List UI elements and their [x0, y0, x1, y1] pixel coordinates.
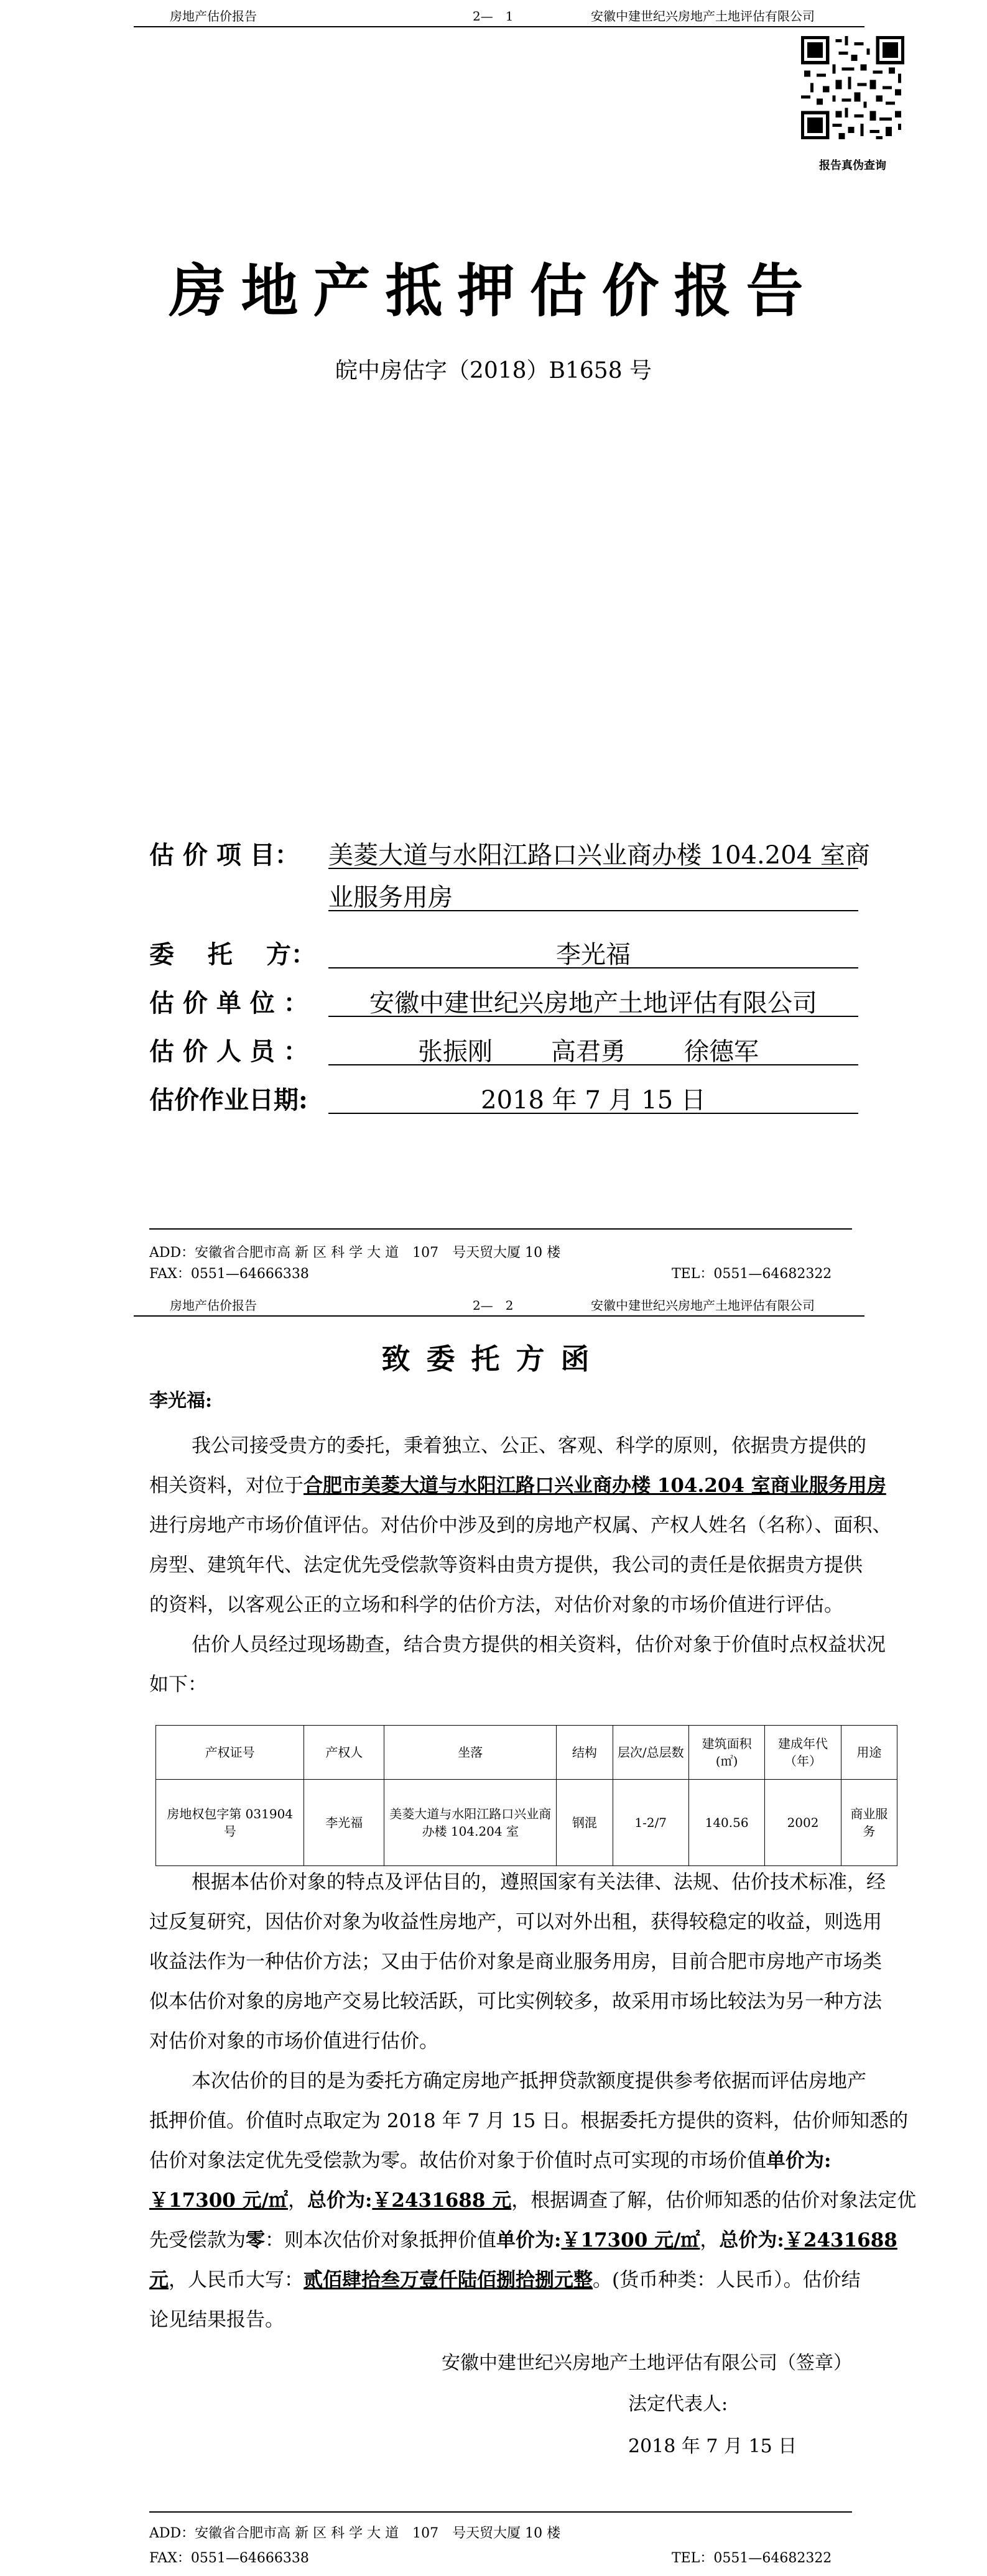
paragraph-line	[149, 1470, 886, 1497]
total-price-label: 总价为:	[307, 2189, 373, 2212]
page1-running-header	[134, 4, 864, 27]
footer-fax: FAX：0551—64666338	[149, 1266, 309, 1282]
footer-address: ADD：安徽省合肥市高 新 区 科 学 大 道 107 号天贸大厦 10 楼	[149, 1245, 561, 1261]
qr-caption: 报告真伪查询	[819, 159, 886, 172]
total-price-value: ￥2431688 元	[372, 2189, 512, 2212]
underline	[328, 910, 858, 911]
page2-running-header	[134, 1293, 864, 1317]
mortgage-unit-value: ￥17300 元/㎡	[561, 2229, 700, 2252]
paragraph-line: 先受偿款为零：则本次估价对象抵押价值单价为:￥17300 元/㎡，总价为:￥2431688	[149, 2229, 897, 2252]
paragraph-line: 进行房地产市场价值评估。对估价中涉及到的房地产权属、产权人姓名（名称）、面积、	[149, 1514, 892, 1537]
header-report-type: 房地产估价报告	[170, 9, 257, 24]
table-header-cell: 坐落	[384, 1726, 557, 1780]
valuer-unit-value: 安徽中建世纪兴房地产土地评估有限公司	[369, 989, 817, 1018]
mortgage-total-value: ￥2431688	[784, 2229, 897, 2252]
project-value-line1: 美菱大道与水阳江路口兴业商办楼 104.204 室商	[328, 841, 870, 870]
text-run: ，人民币大写：	[169, 2269, 304, 2291]
project-value-line2: 业服务用房	[328, 883, 453, 912]
table-header-cell: 产权人	[304, 1726, 384, 1780]
mortgage-total-label: 总价为:	[719, 2229, 784, 2252]
mortgage-unit-label: 单价为:	[496, 2229, 562, 2252]
paragraph-line: 根据本估价对象的特点及评估目的，遵照国家有关法律、法规、估价技术标准，经	[192, 1871, 886, 1893]
underline	[328, 868, 858, 869]
paragraph-line: 的资料，以客观公正的立场和科学的估价方法，对估价对象的市场价值进行评估。	[149, 1594, 843, 1616]
table-cell: 2002	[765, 1780, 841, 1866]
text-run: ，根据调查了解，估价师知悉的估价对象法定优	[511, 2189, 917, 2212]
legal-representative-label: 法定代表人:	[628, 2393, 728, 2415]
paragraph-line: ￥17300 元/㎡，总价为:￥2431688 元，根据调查了解，估价师知悉的估价对象法定优	[149, 2189, 917, 2212]
report-title: 房地产抵押估价报告	[169, 257, 818, 324]
footer-divider	[149, 2511, 852, 2513]
table-cell: 140.56	[688, 1780, 764, 1866]
signing-company: 安徽中建世纪兴房地产土地评估有限公司（签章）	[442, 2352, 852, 2374]
table-header-cell: 结构	[557, 1726, 613, 1780]
client-label: 委 托 方：	[149, 940, 316, 969]
amount-in-words: 贰佰肆拾叁万壹仟陆佰捌拾捌元整	[304, 2269, 593, 2291]
text-run: 估价对象法定优先受偿款为零。故估价对象于价值时点可实现的市场价值	[149, 2150, 766, 2172]
table-header-cell: 用途	[841, 1726, 897, 1780]
qr-code-icon	[801, 36, 904, 139]
paragraph-line: 抵押价值。价值时点取定为 2018 年 7 月 15 日。根据委托方提供的资料，估价师知悉的	[149, 2110, 909, 2132]
table-header-cell: 产权证号	[156, 1726, 304, 1780]
table-row	[156, 1780, 897, 1866]
table-cell: 钢混	[557, 1780, 613, 1866]
paragraph-line: 我公司接受贵方的委托，秉着独立、公正、客观、科学的原则，依据贵方提供的	[192, 1435, 866, 1457]
valuer-name: 高君勇	[551, 1037, 626, 1066]
underline	[328, 1064, 858, 1065]
footer-fax: FAX：0551—64666338	[149, 2551, 309, 2566]
text-run: 先受偿款为	[149, 2229, 246, 2252]
footer-tel: TEL：0551—64682322	[672, 1266, 832, 1282]
underline	[328, 1016, 858, 1017]
paragraph-line: 似本估价对象的房地产交易比较活跃，可比实例较多，故采用市场比较法为另一种方法	[149, 1990, 882, 2013]
work-date-value: 2018 年 7 月 15 日	[481, 1086, 706, 1115]
unit-price-value: ￥17300 元/㎡	[149, 2189, 288, 2212]
valuer-name: 徐德军	[684, 1037, 759, 1066]
paragraph-line: 收益法作为一种估价方法；又由于估价对象是商业服务用房，目前合肥市房地产市场类	[149, 1951, 882, 1973]
table-header-cell: 层次/总层数	[613, 1726, 688, 1780]
unit-price-label: 单价为:	[766, 2150, 832, 2172]
underline	[328, 967, 858, 968]
paragraph-line: 房型、建筑年代、法定优先受偿款等资料由贵方提供，我公司的责任是依据贵方提供	[149, 1554, 863, 1576]
paragraph-line	[149, 2145, 831, 2173]
footer-divider	[149, 1228, 852, 1230]
header-page-number: 2— 1	[473, 9, 514, 24]
table-cell: 1-2/7	[613, 1780, 688, 1866]
priority-claim-value: 零	[246, 2229, 265, 2252]
table-header-cell: 建筑面积(㎡)	[688, 1726, 764, 1780]
header-page-number: 2— 2	[473, 1298, 514, 1313]
underline	[328, 1113, 858, 1114]
client-value: 李光福	[556, 941, 631, 969]
paragraph-line: 过反复研究，因估价对象为收益性房地产，可以对外出租，获得较稳定的收益，则选用	[149, 1911, 882, 1933]
paragraph-line: 本次估价的目的是为委托方确定房地产抵押贷款额度提供参考依据而评估房地产	[192, 2070, 866, 2092]
paragraph-line: 论见结果报告。	[149, 2309, 284, 2331]
project-label: 估 价 项 目：	[149, 840, 300, 870]
paragraph-line: 估价人员经过现场勘查，结合贵方提供的相关资料，估价对象于价值时点权益状况	[192, 1634, 886, 1656]
paragraph-line: 如下：	[149, 1673, 207, 1696]
footer-address: ADD：安徽省合肥市高 新 区 科 学 大 道 107 号天贸大厦 10 楼	[149, 2526, 561, 2541]
text-run: ：则本次估价对象抵押价值	[265, 2229, 496, 2252]
valuer-name: 张振刚	[418, 1037, 493, 1066]
header-company: 安徽中建世纪兴房地产土地评估有限公司	[591, 9, 815, 24]
paragraph-line	[149, 2264, 861, 2292]
paragraph-line: 对估价对象的市场价值进行估价。	[149, 2030, 438, 2053]
text-run: 相关资料，对位于	[149, 1474, 304, 1497]
table-cell: 李光福	[304, 1780, 384, 1866]
table-cell: 房地权包字第 031904 号	[156, 1780, 304, 1866]
currency-unit: 元	[149, 2269, 169, 2291]
valuer-unit-label: 估 价 单 位 ：	[149, 988, 308, 1018]
text-run: 。(货币种类：人民币）。估价结	[593, 2269, 861, 2291]
table-cell: 美菱大道与水阳江路口兴业商办楼 104.204 室	[384, 1780, 557, 1866]
header-report-type: 房地产估价报告	[170, 1298, 257, 1313]
report-number: 皖中房估字（2018）B1658 号	[335, 358, 652, 384]
property-location: 合肥市美菱大道与水阳江路口兴业商办楼 104.204 室商业服务用房	[304, 1474, 886, 1497]
work-date-label: 估价作业日期:	[149, 1085, 308, 1115]
signing-date: 2018 年 7 月 15 日	[628, 2436, 797, 2457]
property-rights-table	[155, 1725, 897, 1866]
footer-tel: TEL：0551—64682322	[672, 2551, 832, 2566]
header-company: 安徽中建世纪兴房地产土地评估有限公司	[591, 1298, 815, 1313]
letter-title: 致委托方函	[381, 1342, 606, 1376]
table-header-cell: 建成年代（年）	[765, 1726, 841, 1780]
table-header-row	[156, 1726, 897, 1780]
salutation: 李光福:	[149, 1390, 213, 1412]
table-cell: 商业服务	[841, 1780, 897, 1866]
valuers-label: 估 价 人 员 ：	[149, 1037, 308, 1066]
